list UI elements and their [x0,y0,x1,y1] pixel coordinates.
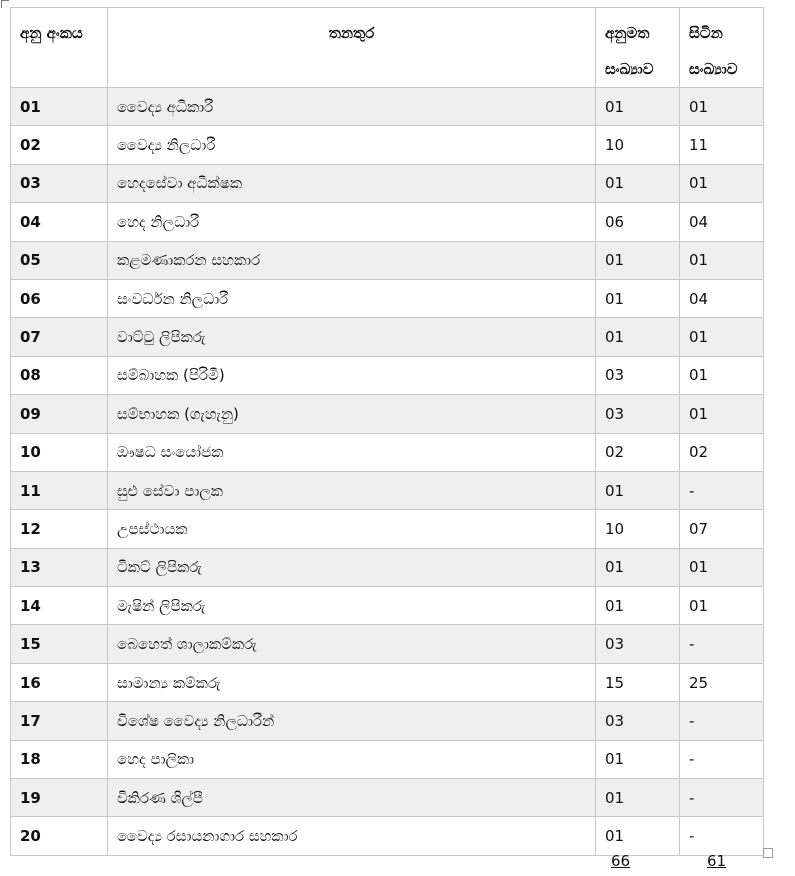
header-position: තනතුර [108,8,596,88]
row-position: සම්භාහක (ගැහැනු) [108,395,596,433]
row-existing: 01 [680,548,764,586]
row-existing: - [680,471,764,509]
row-existing: 01 [680,164,764,202]
header-row [11,8,764,88]
row-approved: 03 [596,625,680,663]
row-position: බෙහෙත් ශාලාකම්කරු [108,625,596,663]
row-approved: 01 [596,471,680,509]
row-number: 16 [11,663,108,701]
table-move-handle-icon[interactable] [1,0,9,8]
row-existing: - [680,702,764,740]
row-number: 11 [11,471,108,509]
row-number: 09 [11,395,108,433]
row-approved: 01 [596,88,680,126]
row-existing: 04 [680,203,764,241]
row-approved: 01 [596,279,680,317]
row-approved: 06 [596,203,680,241]
row-position: වාට්ටු ලිපිකරු [108,318,596,356]
row-approved: 15 [596,663,680,701]
row-approved: 10 [596,510,680,548]
row-existing: 25 [680,663,764,701]
staff-table [10,7,764,856]
table-row [11,510,764,548]
row-position: හෙද නිලධාරී [108,203,596,241]
table-row [11,279,764,317]
header-approved: අනුමත සංඛ්‍යාව [596,8,680,88]
row-position: හෙද පාලිකා [108,740,596,778]
row-position: වෛද්‍ය නිලධාරී [108,126,596,164]
table-row [11,395,764,433]
row-position: සුළු සේවා පාලක [108,471,596,509]
row-number: 01 [11,88,108,126]
row-existing: 07 [680,510,764,548]
table-row [11,817,764,855]
row-position: විකිරණ ශිල්පී [108,779,596,817]
row-number: 08 [11,356,108,394]
table-row [11,88,764,126]
row-number: 05 [11,241,108,279]
row-existing: 01 [680,241,764,279]
row-approved: 01 [596,548,680,586]
row-position: සාමාන්‍ය කම්කරු [108,663,596,701]
row-number: 10 [11,433,108,471]
row-position: ටිකට් ලිපිකරු [108,548,596,586]
row-number: 14 [11,587,108,625]
row-existing: - [680,740,764,778]
table-row [11,663,764,701]
row-existing: 01 [680,395,764,433]
table-row [11,356,764,394]
table-row [11,471,764,509]
row-number: 04 [11,203,108,241]
row-existing: - [680,625,764,663]
row-approved: 03 [596,702,680,740]
row-position: විශේෂ වෛද්‍ය නිලධාරීන් [108,702,596,740]
row-approved: 01 [596,817,680,855]
row-position: ඖෂධ සංයෝජක [108,433,596,471]
table-row [11,740,764,778]
total-existing: 61 [707,852,727,870]
table-row [11,587,764,625]
row-existing: 01 [680,356,764,394]
row-existing: 01 [680,587,764,625]
row-number: 17 [11,702,108,740]
row-existing: - [680,779,764,817]
row-number: 15 [11,625,108,663]
row-approved: 01 [596,779,680,817]
row-position: වෛද්‍ය රසායනාගාර සහකාර [108,817,596,855]
row-position: වෛද්‍ය අධිකාරී [108,88,596,126]
table-resize-handle-icon[interactable] [763,848,773,858]
row-approved: 01 [596,587,680,625]
row-number: 18 [11,740,108,778]
row-position: සංවර්ධන නිලධාරී [108,279,596,317]
row-position: හෙදසේවා අධීක්ෂක [108,164,596,202]
table-row [11,318,764,356]
table-row [11,625,764,663]
row-existing: 11 [680,126,764,164]
row-number: 12 [11,510,108,548]
header-existing: සිටින සංඛ්‍යාව [680,8,764,88]
row-position: මැෂින් ලිපිකරු [108,587,596,625]
table-row [11,702,764,740]
row-approved: 10 [596,126,680,164]
table-row [11,203,764,241]
row-number: 03 [11,164,108,202]
table-row [11,126,764,164]
row-position: උපස්ථායක [108,510,596,548]
row-approved: 01 [596,241,680,279]
row-position: සම්බාහක (පිරිමි) [108,356,596,394]
row-existing: 04 [680,279,764,317]
total-approved: 66 [611,852,631,870]
row-existing: 01 [680,88,764,126]
row-approved: 01 [596,164,680,202]
header-number: අනු අංකය [11,8,108,88]
row-existing: 01 [680,318,764,356]
row-approved: 01 [596,740,680,778]
table-row [11,241,764,279]
table-row [11,433,764,471]
row-number: 19 [11,779,108,817]
table-row [11,779,764,817]
row-position: කළමණාකරන සහකාර [108,241,596,279]
row-number: 06 [11,279,108,317]
row-approved: 01 [596,318,680,356]
row-approved: 02 [596,433,680,471]
row-existing: - [680,817,764,855]
row-number: 07 [11,318,108,356]
table-row [11,548,764,586]
row-number: 02 [11,126,108,164]
row-number: 13 [11,548,108,586]
row-approved: 03 [596,395,680,433]
row-approved: 03 [596,356,680,394]
row-number: 20 [11,817,108,855]
table-row [11,164,764,202]
row-existing: 02 [680,433,764,471]
